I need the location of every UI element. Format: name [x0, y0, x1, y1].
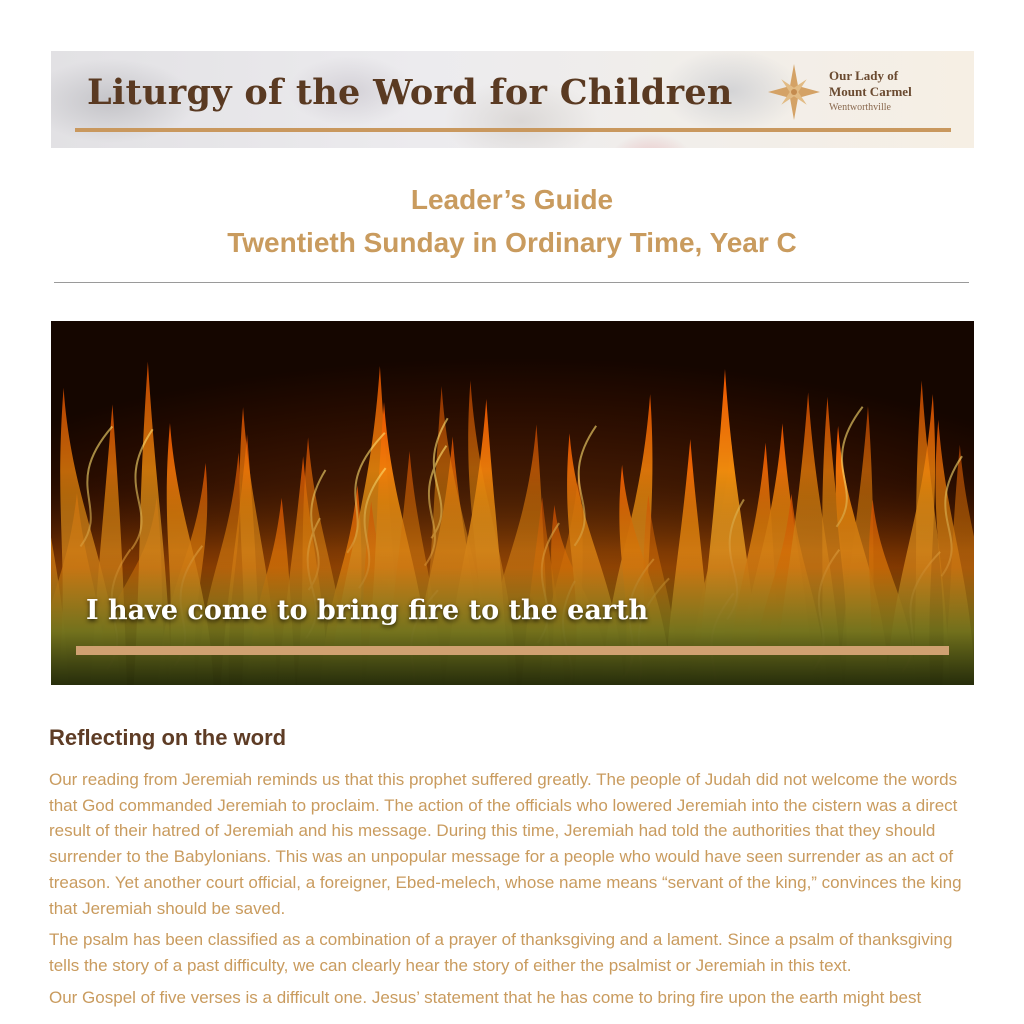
logo-line-1: Our Lady of	[829, 68, 899, 83]
hero-caption: I have come to bring fire to the earth	[86, 595, 649, 626]
fire-illustration	[51, 321, 974, 685]
body-text	[49, 767, 969, 1016]
paragraph: Our reading from Jeremiah reminds us that this prophet suffered greatly. The people of Judah did not welcome the words that God commanded Jeremiah to proclaim. The action of the officials who lowered Jeremiah into the cistern was a direct result of their hatred of Jeremiah and his message. During this time, Jeremiah had told the authorities that they should surrender to the Babylonians. This was an unpopular message for a people who would have seen surrender as an act of treason. Yet another court official, a foreigner, Ebed-melech, whose name means “servant of the king,” convinces the king that Jeremiah should be saved.	[49, 770, 962, 918]
hero-divider	[76, 646, 949, 655]
page-subtitle: Twentieth Sunday in Ordinary Time, Year C	[227, 227, 797, 258]
fire-hero-image	[51, 321, 974, 685]
banner-title: Liturgy of the Word for Children	[87, 72, 733, 113]
logo-line-3: Wentworthville	[829, 102, 891, 113]
star-logo-icon	[764, 62, 824, 122]
header-banner	[51, 51, 974, 148]
logo-line-2: Mount Carmel	[829, 84, 912, 99]
page-title: Leader’s Guide	[410, 184, 614, 215]
paragraph: The psalm has been classified as a combination of a prayer of thanksgiving and a lament. Since a psalm of thanksgiving tells the story of a past difficulty, we can clearly hear the story of either the psalmist or Jeremiah in this text.	[49, 930, 953, 975]
paragraph: Our Gospel of five verses is a difficult one. Jesus’ statement that he has come to bring fire upon the earth might best	[49, 987, 922, 1007]
banner-divider	[75, 128, 951, 132]
title-divider	[54, 282, 969, 283]
parish-logo-text	[829, 68, 912, 116]
section-heading: Reflecting on the word	[49, 725, 287, 750]
